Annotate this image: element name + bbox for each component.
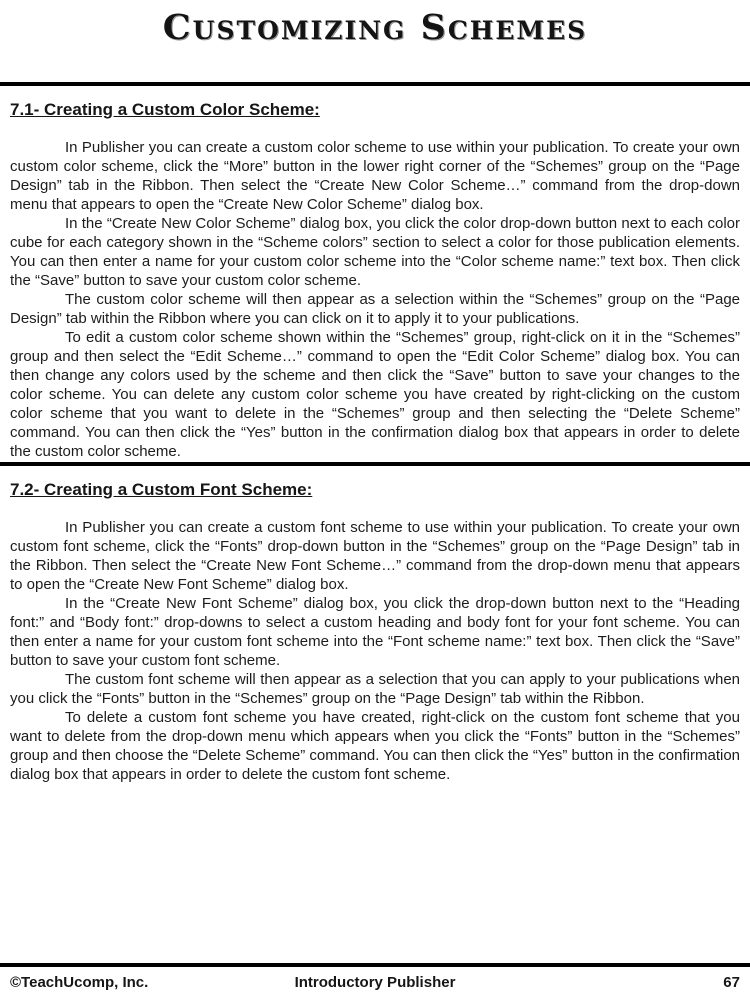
section-divider-rule <box>0 462 750 466</box>
paragraph: In the “Create New Color Scheme” dialog box, you click the color drop-down button next to each color cube for each category shown in the “Scheme colors” section to select a color for those publication elements. You can then enter a name for your custom color scheme into the “Color scheme name:” text box. Then click the “Save” button to save your custom color scheme. <box>10 215 740 289</box>
footer-row <box>0 967 750 1000</box>
page-title: Customizing Schemes <box>162 7 588 48</box>
page-footer <box>0 963 750 1000</box>
footer-copyright: ©TeachUcomp, Inc. <box>10 974 149 991</box>
paragraph: To edit a custom color scheme shown within the “Schemes” group, right-click on it in the “Schemes” group and then select the “Edit Scheme…” command to open the “Edit Color Scheme” dialog box. You can then change any colors used by the scheme and then click the “Save” button to save your changes to the color scheme. You can delete any custom color scheme you have created by right-clicking on the custom color scheme that you want to delete in the “Schemes” group and then selecting the “Delete Scheme” command. You can then click the “Yes” button in the confirmation dialog box that appears in order to delete the custom color scheme. <box>10 329 740 460</box>
section-body-7-1 <box>10 138 740 461</box>
footer-page-number: 67 <box>723 974 740 991</box>
section-divider-rule <box>0 82 750 86</box>
section-heading-7-2: 7.2- Creating a Custom Font Scheme: <box>10 480 313 499</box>
paragraph: The custom color scheme will then appear as a selection within the “Schemes” group on the “Page Design” tab within the Ribbon where you can click on it to apply it to your publications. <box>10 291 740 327</box>
footer-document-title: Introductory Publisher <box>294 974 456 991</box>
paragraph: In Publisher you can create a custom color scheme to use within your publication. To create your own custom color scheme, click the “More” button in the lower right corner of the “Schemes” group on the “Page Design” tab in the Ribbon. Then select the “Create New Color Scheme…” command from the drop-down menu that appears to open the “Create New Color Scheme” dialog box. <box>10 139 740 213</box>
paragraph: In the “Create New Font Scheme” dialog box, you click the drop-down button next to the “Heading font:” and “Body font:” drop-downs to select a custom heading and body font for your font scheme. You can then enter a name for your custom font scheme into the “Font scheme name:” text box. Then click the “Save” button to save your custom font scheme. <box>10 595 740 669</box>
paragraph: To delete a custom font scheme you have created, right-click on the custom font scheme that you want to delete from the drop-down menu which appears when you click the “Fonts” button in the “Schemes” group and then choose the “Delete Scheme” command. You can then click the “Yes” button in the confirmation dialog box that appears in order to delete the custom font scheme. <box>10 709 740 783</box>
section-body-7-2 <box>10 518 740 784</box>
paragraph: In Publisher you can create a custom font scheme to use within your publication. To create your own custom font scheme, click the “Fonts” drop-down button in the “Schemes” group on the “Page Design” tab in the Ribbon. Then select the “Create New Font Scheme…” command from the drop-down menu that appears to open the “Create New Font Scheme” dialog box. <box>10 519 740 593</box>
section-heading-7-1: 7.1- Creating a Custom Color Scheme: <box>10 100 320 119</box>
paragraph: The custom font scheme will then appear as a selection that you can apply to your publications when you click the “Fonts” button in the “Schemes” group on the “Page Design” tab within the Ribbon. <box>10 671 740 707</box>
